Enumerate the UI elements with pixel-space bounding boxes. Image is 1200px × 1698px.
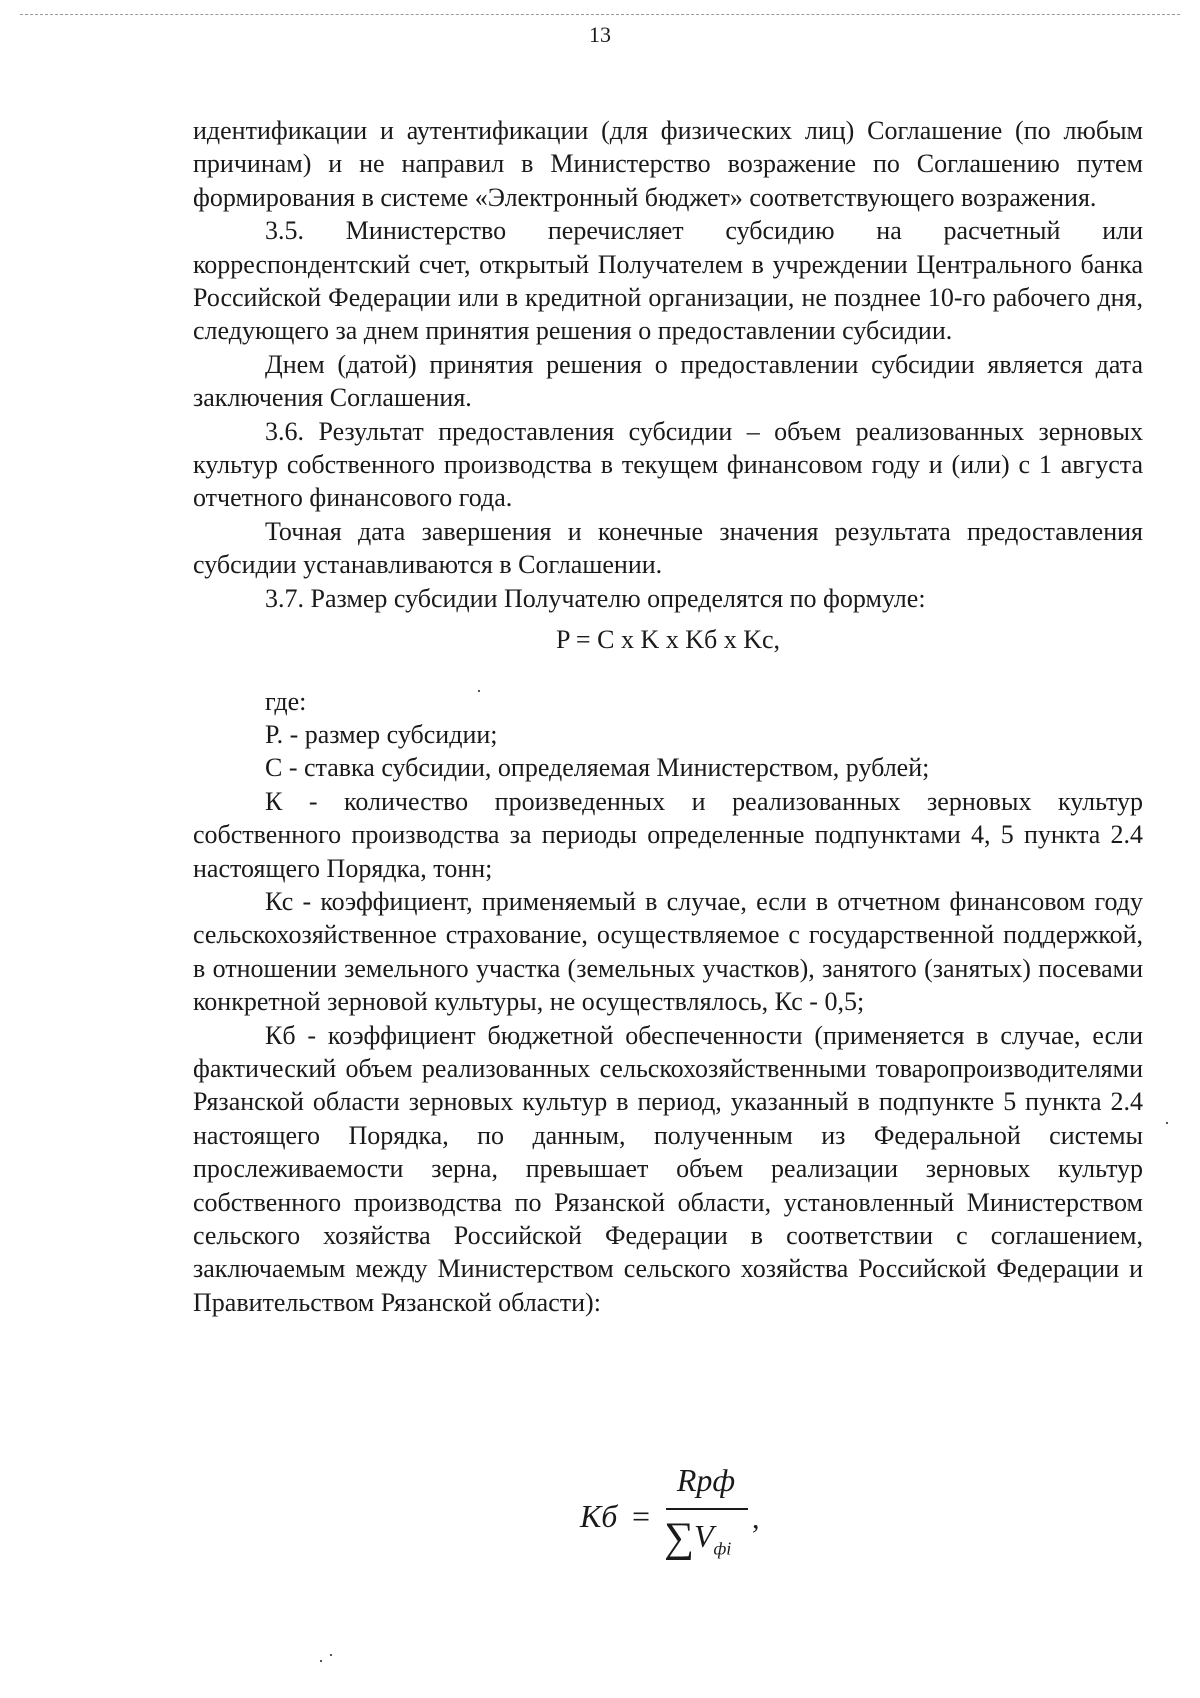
scan-speck — [1166, 1122, 1168, 1124]
kb-formula-numerator: Rрф — [676, 1462, 736, 1498]
definition-kb: Кб - коэффициент бюджетной обеспеченности (применяется в случае, если фактический объем реализованных сельскохозяйственными товаропроизводителями Рязанской области зерновых культур в период, указанный в подпункте 5 пункта 2.4 настоящего Порядка, по данным, полученным из Федеральной системы прослеживаемости зерна, превышает объем реализации зерновых культур собственного производства по Рязанской области, установленный Министерством сельского хозяйства Российской Федерации в соответствии с соглашением, заключаемым между Министерством сельского хозяйства Российской Федерации и Правительством Рязанской области): — [193, 1020, 1143, 1317]
definition-p: P. - размер субсидии; — [265, 719, 498, 749]
kb-formula-equals: = — [632, 1498, 651, 1534]
paragraph-3-6: 3.6. Результат предоставления субсидии – объем реализованных зерновых культур собственного производства в текущем финансовом году и (или) с 1 августа отчетного финансового года. — [193, 416, 1143, 513]
kb-formula-lhs: Кб — [580, 1498, 618, 1534]
document-body — [193, 114, 1143, 1319]
page-number: 13 — [589, 22, 611, 47]
scan-top-edge — [20, 14, 1180, 15]
scan-speck — [320, 1660, 322, 1662]
definition-k: К - количество произведенных и реализованных зерновых культур собственного производства за периоды определенные подпунктами 4, 5 пункта 2.4 настоящего Порядка, тонн; — [193, 786, 1143, 883]
paragraph-decision-date: Днем (датой) принятия решения о предоставлении субсидии является дата заключения Соглашения. — [193, 349, 1143, 413]
kb-formula-denominator-sub: фi — [713, 1538, 732, 1559]
scan-speck — [330, 1654, 332, 1656]
paragraph-exact-date: Точная дата завершения и конечные значения результата предоставления субсидии устанавливаются в Соглашении. — [193, 516, 1143, 580]
kb-formula-denominator-var: V — [693, 1518, 714, 1554]
sigma-symbol: ∑ — [664, 1515, 694, 1561]
where-label: где: — [265, 686, 307, 716]
paragraph-3-7: 3.7. Размер субсидии Получателю определятся по формуле: — [265, 583, 926, 613]
definition-kc: Кс - коэффициент, применяемый в случае, если в отчетном финансовом году сельскохозяйственное страхование, осуществляемое с государственной поддержкой, в отношении земельного участка (земельных участков), занятого (занятых) посевами конкретной зерновой культуры, не осуществлялось, Кс - 0,5; — [193, 886, 1143, 1017]
kb-formula-denominator — [664, 1510, 731, 1559]
kb-formula — [580, 1462, 780, 1568]
paragraph-continuation: идентификации и аутентификации (для физических лиц) Соглашение (по любым причинам) и не направил в Министерство возражение по Соглашению путем формирования в системе «Электронный бюджет» соответствующего возражения. — [193, 116, 1143, 212]
kb-formula-comma: , — [752, 1502, 760, 1535]
definition-c: С - ставка субсидии, определяемая Министерством, рублей; — [265, 753, 930, 783]
paragraph-3-5: 3.5. Министерство перечисляет субсидию на расчетный или корреспондентский счет, открытый Получателем в учреждении Центрального банка Российской Федерации или в кредитной организации, не позднее 10-го рабочего дня, следующего за днем принятия решения о предоставлении субсидии. — [193, 216, 1143, 346]
subsidy-formula: P = C x K x Kб x Kс, — [555, 625, 781, 655]
scan-speck — [478, 690, 480, 692]
